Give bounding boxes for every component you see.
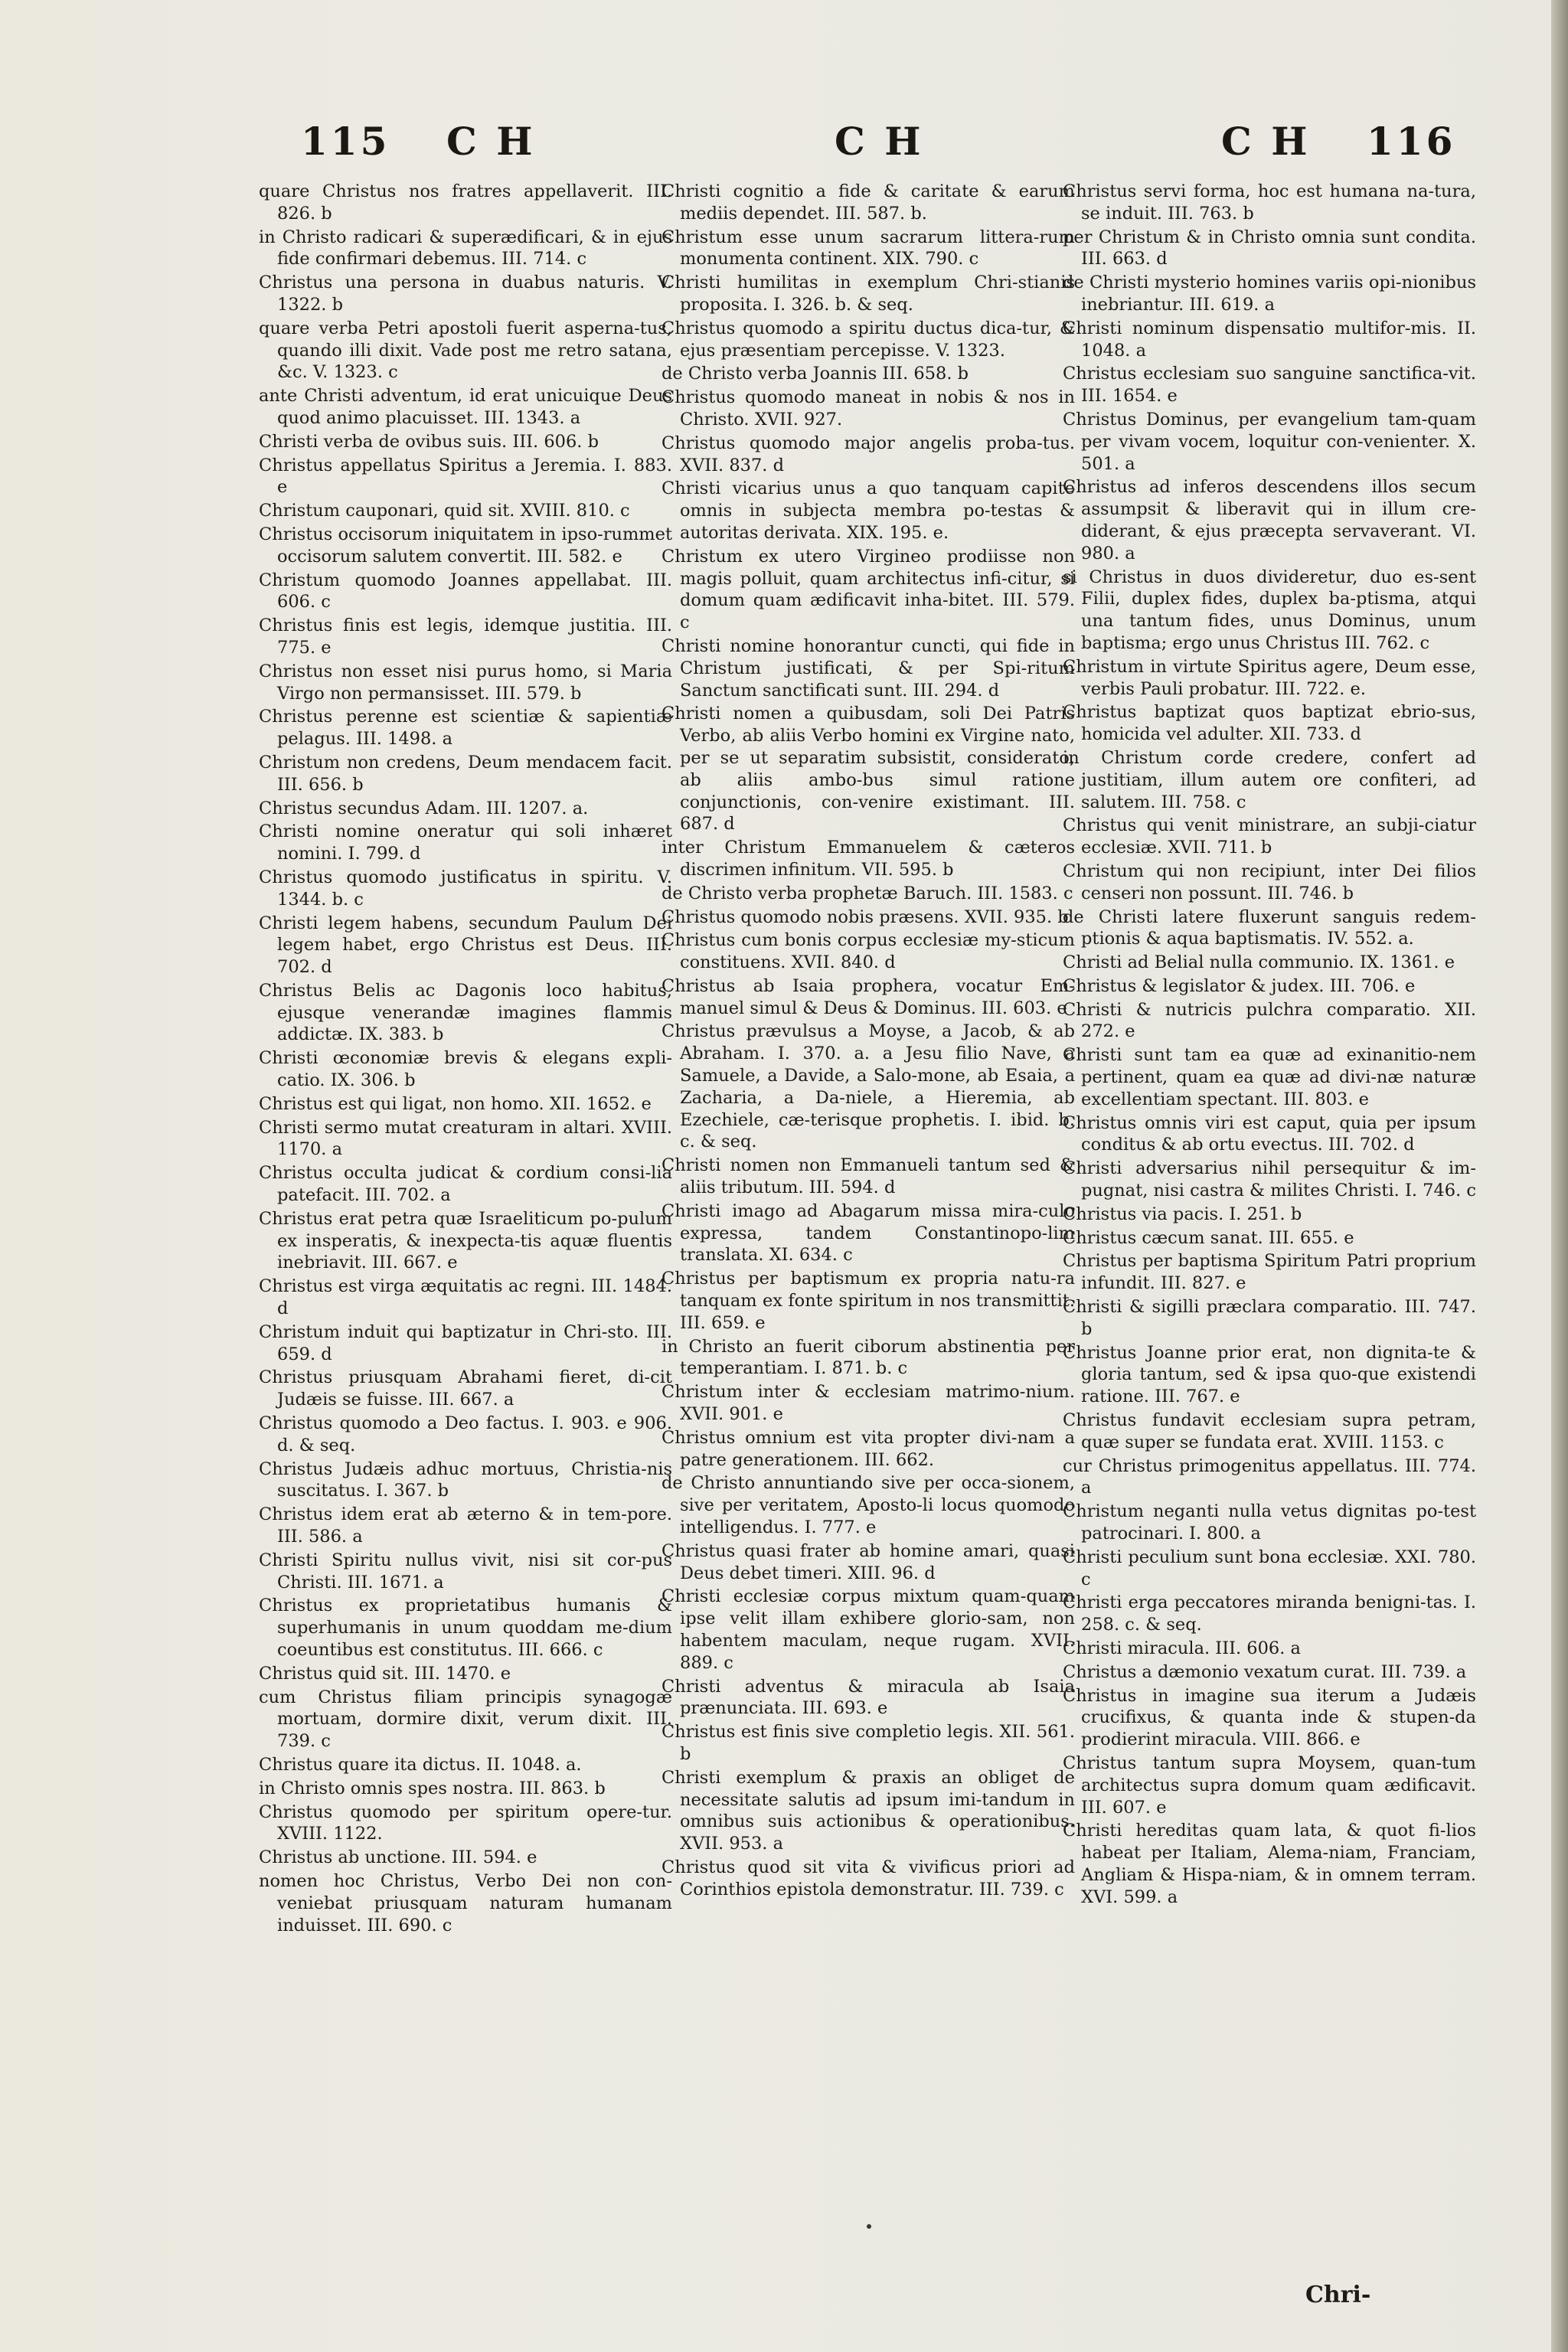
index-entry: Christus quomodo per spiritum opere-tur. XVIII. 1122. bbox=[259, 1802, 672, 1844]
index-entry: Christus est virga æquitatis ac regni. III. 1484. d bbox=[259, 1276, 672, 1319]
index-entry: Christus quare ita dictus. II. 1048. a. bbox=[259, 1754, 582, 1775]
index-entry: Christi adversarius nihil persequitur & im-pugnat, nisi castra & milites Christi. I. 746. c bbox=[1063, 1158, 1477, 1201]
index-entry: Christus est finis sive completio legis. XII. 561. b bbox=[662, 1722, 1075, 1764]
index-entry: Christi miracula. III. 606. a bbox=[1063, 1638, 1301, 1658]
catchword: Chri- bbox=[1305, 2282, 1371, 2308]
index-entry: Christi peculium sunt bona ecclesiæ. XXI. 780. c bbox=[1063, 1547, 1476, 1589]
index-entry: Christus ad inferos descendens illos secum assumpsit & liberavit qui in illum cre-diderant, & ejus præcepta servaverant. VI. 980. a bbox=[1063, 477, 1476, 564]
index-entry: Christus qui venit ministrare, an subji-ciatur ecclesiæ. XVII. 711. b bbox=[1063, 815, 1476, 858]
index-entry: Christi verba de ovibus suis. III. 606. b bbox=[259, 431, 599, 452]
index-entry: de Christo verba prophetæ Baruch. III. 1583. c bbox=[662, 883, 1073, 903]
index-entry: Christum non credens, Deum mendacem facit. III. 656. b bbox=[259, 752, 672, 795]
index-entry: in Christo radicari & superædificari, & in ejus fide confirmari debemus. III. 714. c bbox=[259, 227, 672, 270]
index-entry: Christus quomodo a spiritu ductus dica-tur, & ejus præsentiam percepisse. V. 1323. bbox=[662, 318, 1075, 361]
index-entry: Christum esse unum sacrarum littera-rum monumenta continent. XIX. 790. c bbox=[662, 227, 1075, 270]
index-entry: Christus Joanne prior erat, non dignita-te & gloria tantum, sed & ipsa quo-que existendi ratione. III. 767. e bbox=[1063, 1342, 1476, 1407]
index-entry: Christi nomine honorantur cuncti, qui fide in Christum justificati, & per Spi-ritum Sanctum sanctificati sunt. III. 294. d bbox=[662, 635, 1075, 701]
index-entry: Christi ecclesiæ corpus mixtum quam-quam ipse velit illam exhibere glorio-sam, non habentem maculam, neque rugam. XVII. 889. c bbox=[662, 1586, 1075, 1673]
index-entry: Christus via pacis. I. 251. b bbox=[1063, 1204, 1302, 1224]
right-header-letters: C H bbox=[1221, 119, 1311, 164]
index-entry: cur Christus primogenitus appellatus. III. 774. a bbox=[1063, 1455, 1476, 1498]
index-entry: Christus in imagine sua iterum a Judæis crucifixus, & quanta inde & stupen-da prodierint miracula. VIII. 866. e bbox=[1063, 1685, 1476, 1750]
index-entry: Christus quomodo nobis præsens. XVII. 935. b bbox=[662, 906, 1069, 927]
index-entry: Christum qui non recipiunt, inter Dei filios censeri non possunt. III. 746. b bbox=[1063, 861, 1476, 903]
index-entry: quare Christus nos fratres appellaverit. III. 826. b bbox=[259, 181, 672, 224]
index-entry: Christus ab Isaia prophera, vocatur Em-manuel simul & Deus & Dominus. III. 603. e bbox=[662, 975, 1075, 1018]
index-entry: Christum neganti nulla vetus dignitas po-test patrocinari. I. 800. a bbox=[1063, 1501, 1476, 1544]
index-entry: in Christo an fuerit ciborum abstinentia per temperantiam. I. 871. b. c bbox=[662, 1336, 1075, 1379]
index-entry: Christi Spiritu nullus vivit, nisi sit cor-pus Christi. III. 1671. a bbox=[259, 1550, 672, 1592]
index-entry: Christus quid sit. III. 1470. e bbox=[259, 1663, 511, 1684]
index-entry: Christus est qui ligat, non homo. XII. 1652. e bbox=[259, 1093, 652, 1114]
index-entry: de Christo annuntiando sive per occa-sionem, sive per veritatem, Aposto-li locus quomodo intelligendus. I. 777. e bbox=[662, 1473, 1075, 1538]
index-entry: in Christo omnis spes nostra. III. 863. b bbox=[259, 1778, 606, 1798]
index-entry: si Christus in duos divideretur, duo es-sent Filii, duplex fides, duplex ba-ptisma, atqui una tantum fides, unus Dominus, unum baptisma; ergo unus Christus III. 762. c bbox=[1063, 567, 1476, 653]
center-header-letters: C H bbox=[835, 119, 924, 164]
index-entry: Christus tantum supra Moysem, quan-tum architectus supra domum quam ædificavit. III. 607. e bbox=[1063, 1753, 1476, 1818]
index-entry: Christus servi forma, hoc est humana na-tura, se induit. III. 763. b bbox=[1063, 181, 1476, 224]
index-entry: Christus fundavit ecclesiam supra petram, quæ super se fundata erat. XVIII. 1153. c bbox=[1063, 1410, 1476, 1452]
index-entry: Christi œconomiæ brevis & elegans expli-catio. IX. 306. b bbox=[259, 1048, 672, 1091]
index-entry: Christus & legislator & judex. III. 706. e bbox=[1063, 975, 1416, 996]
running-header bbox=[0, 119, 1568, 180]
index-entry: Christus ab unctione. III. 594. e bbox=[259, 1847, 537, 1868]
index-entry: Christus omnium est vita propter divi-nam a patre generationem. III. 662. bbox=[662, 1427, 1075, 1470]
index-entry: Christus idem erat ab æterno & in tem-pore. III. 586. a bbox=[259, 1504, 672, 1547]
index-entry: Christus baptizat quos baptizat ebrio-sus, homicida vel adulter. XII. 733. d bbox=[1063, 702, 1476, 745]
index-entry: Christum quomodo Joannes appellabat. III. 606. c bbox=[259, 570, 672, 612]
index-entry: Christus omnis viri est caput, quia per ipsum conditus & ab ortu evectus. III. 702. d bbox=[1063, 1112, 1476, 1155]
index-entry: per Christum & in Christo omnia sunt condita. III. 663. d bbox=[1063, 227, 1476, 270]
index-entry: inter Christum Emmanuelem & cæteros discrimen infinitum. VII. 595. b bbox=[662, 838, 1075, 880]
index-entry: Christus quomodo justificatus in spiritu. V. 1344. b. c bbox=[259, 867, 672, 910]
index-entry: Christus a dæmonio vexatum curat. III. 739. a bbox=[1063, 1661, 1467, 1682]
index-entry: in Christum corde credere, confert ad justitiam, illum autem ore confiteri, ad salutem. III. 758. c bbox=[1063, 747, 1476, 812]
page-gutter bbox=[1551, 0, 1568, 2352]
index-entry: quare verba Petri apostoli fuerit asperna-tus, quando illi dixit. Vade post me retro satana, &c. V. 1323. c bbox=[259, 318, 672, 383]
index-entry: Christus Judæis adhuc mortuus, Christia-nis suscitatus. I. 367. b bbox=[259, 1459, 672, 1501]
index-entry: de Christi mysterio homines variis opi-nionibus inebriantur. III. 619. a bbox=[1063, 273, 1476, 315]
index-entry: de Christi latere fluxerunt sanguis redem-ptionis & aqua baptismatis. IV. 552. a. bbox=[1063, 906, 1476, 949]
index-entry: Christus appellatus Spiritus a Jeremia. I. 883. e bbox=[259, 455, 672, 498]
index-entry: Christi nomine oneratur qui soli inhæret nomini. I. 799. d bbox=[259, 822, 672, 864]
index-entry: Christus cæcum sanat. III. 655. e bbox=[1063, 1227, 1354, 1248]
index-entry: cum Christus filiam principis synagogæ mortuam, dormire dixit, verum dixit. III. 739. c bbox=[259, 1687, 672, 1752]
index-entry: Christum cauponari, quid sit. XVIII. 810. c bbox=[259, 501, 630, 521]
index-entry: Christus ex proprietatibus humanis & superhumanis in unum quoddam me-dium coeuntibus est constitutus. III. 666. c bbox=[259, 1596, 672, 1660]
right-page-number: 116 bbox=[1367, 119, 1456, 164]
index-entry: ante Christi adventum, id erat unicuique Deus quod animo placuisset. III. 1343. a bbox=[259, 386, 672, 428]
index-entry: nomen hoc Christus, Verbo Dei non con-veniebat priusquam naturam humanam induisset. III. 690. c bbox=[259, 1870, 672, 1936]
index-entry: Christi & nutricis pulchra comparatio. XII. 272. e bbox=[1063, 999, 1476, 1042]
ink-spot bbox=[867, 2224, 871, 2229]
index-entry: Christi exemplum & praxis an obliget de necessitate salutis ad ipsum imi-tandum in omnibus suis actionibus & operationibus. XVII. 953. a bbox=[662, 1767, 1075, 1854]
index-entry: Christi humilitas in exemplum Chri-stianis proposita. I. 326. b. & seq. bbox=[662, 273, 1075, 315]
index-entry: Christus occulta judicat & cordium consi-lia patefacit. III. 702. a bbox=[259, 1163, 672, 1206]
index-entry: Christus secundus Adam. III. 1207. a. bbox=[259, 798, 589, 818]
index-entry: Christi hereditas quam lata, & quot fi-lios habeat per Italiam, Alema-niam, Franciam, Angliam & Hispa-niam, & in omnem terram. XVI. 599. a bbox=[1063, 1821, 1476, 1907]
index-entry: Christus occisorum iniquitatem in ipso-rummet occisorum salutem convertit. III. 582. e bbox=[259, 524, 672, 567]
index-entry: Christus Belis ac Dagonis loco habitus, ejusque venerandæ imagines flammis addictæ. IX. 383. b bbox=[259, 980, 672, 1045]
index-entry: Christum ex utero Virgineo prodiisse non magis polluit, quam architectus infi-citur, si domum quam ædificavit inha-bitet. III. 579. c bbox=[662, 546, 1075, 633]
index-column-right bbox=[1063, 181, 1476, 1910]
index-entry: Christum inter & ecclesiam matrimo-nium. XVII. 901. e bbox=[662, 1382, 1075, 1425]
index-entry: Christus non esset nisi purus homo, si Maria Virgo non permansisset. III. 579. b bbox=[259, 661, 672, 704]
index-entry: Christus per baptisma Spiritum Patri proprium infundit. III. 827. e bbox=[1063, 1251, 1476, 1294]
index-entry: Christi sermo mutat creaturam in altari. XVIII. 1170. a bbox=[259, 1117, 672, 1160]
index-entry: Christus prævulsus a Moyse, a Jacob, & ab Abraham. I. 370. a. a Jesu filio Nave, a Samuele, a Davide, a Salo-mone, ab Esaia, a Zacharia, a Da-niele, a Hieremia, ab Ezechiele, cæ-terisque prophetis. I. ibid. b. c. & seq. bbox=[662, 1021, 1075, 1152]
index-entry: Christi imago ad Abagarum missa mira-culo expressa, tandem Constantinopo-lim translata. XI. 634. c bbox=[662, 1200, 1075, 1266]
index-entry: Christus Dominus, per evangelium tam-quam per vivam vocem, loquitur con-venienter. X. 501. a bbox=[1063, 409, 1476, 474]
left-header-letters: C H bbox=[446, 119, 536, 164]
index-entry: Christus quasi frater ab homine amari, quasi Deus debet timeri. XIII. 96. d bbox=[662, 1540, 1075, 1583]
index-entry: Christi vicarius unus a quo tanquam capite omnis in subjecta membra po-testas & autoritas derivata. XIX. 195. e. bbox=[662, 479, 1075, 543]
index-entry: Christus quod sit vita & vivificus priori ad Corinthios epistola demonstratur. III. 739. c bbox=[662, 1857, 1075, 1900]
index-entry: Christus quomodo a Deo factus. I. 903. e 906. d. & seq. bbox=[259, 1413, 672, 1455]
left-page-number: 115 bbox=[301, 119, 390, 164]
index-entry: Christum in virtute Spiritus agere, Deum esse, verbis Pauli probatur. III. 722. e. bbox=[1063, 656, 1476, 699]
index-entry: Christus per baptismum ex propria natu-ra tanquam ex fonte spiritum in nos transmittit. III. 659. e bbox=[662, 1269, 1075, 1333]
index-entry: Christi cognitio a fide & caritate & earum mediis dependet. III. 587. b. bbox=[662, 181, 1075, 224]
index-entry: Christi nomen non Emmanueli tantum sed & aliis tributum. III. 594. d bbox=[662, 1155, 1075, 1198]
index-entry: Christus ecclesiam suo sanguine sanctifica-vit. III. 1654. e bbox=[1063, 364, 1476, 407]
index-entry: Christi & sigilli præclara comparatio. III. 747. b bbox=[1063, 1297, 1476, 1339]
index-entry: Christus cum bonis corpus ecclesiæ my-sticum constituens. XVII. 840. d bbox=[662, 930, 1075, 973]
index-entry: Christus finis est legis, idemque justitia. III. 775. e bbox=[259, 616, 672, 658]
index-entry: Christi legem habens, secundum Paulum Dei legem habet, ergo Christus est Deus. III. 702. d bbox=[259, 913, 672, 978]
index-entry: Christus quomodo maneat in nobis & nos in Christo. XVII. 927. bbox=[662, 387, 1075, 430]
index-entry: Christus una persona in duabus naturis. V. 1322. b bbox=[259, 273, 672, 315]
index-entry: Christus perenne est scientiæ & sapientiæ pelagus. III. 1498. a bbox=[259, 707, 672, 750]
index-entry: Christi nomen a quibusdam, soli Dei Patris Verbo, ab aliis Verbo homini ex Virgine nato, per se ut separatim subsistit, considerato, ab aliis ambo-bus simul ratione conjunctionis, con-venire existimant. III. 687. d bbox=[662, 704, 1075, 835]
index-entry: Christi ad Belial nulla communio. IX. 1361. e bbox=[1063, 952, 1455, 973]
index-entry: Christi sunt tam ea quæ ad exinanitio-nem pertinent, quam ea quæ ad divi-næ naturæ excellentiam spectant. III. 803. e bbox=[1063, 1045, 1476, 1109]
index-column-left bbox=[259, 181, 672, 1938]
index-entry: de Christo verba Joannis III. 658. b bbox=[662, 364, 969, 384]
index-entry: Christi erga peccatores miranda benigni-tas. I. 258. c. & seq. bbox=[1063, 1592, 1476, 1635]
index-column-center bbox=[662, 181, 1075, 1903]
index-entry: Christi nominum dispensatio multifor-mis. II. 1048. a bbox=[1063, 318, 1476, 361]
index-entry: Christus quomodo major angelis proba-tus. XVII. 837. d bbox=[662, 433, 1075, 475]
index-entry: Christi adventus & miracula ab Isaia prænunciata. III. 693. e bbox=[662, 1676, 1075, 1719]
index-entry: Christus erat petra quæ Israeliticum po-pulum ex insperatis, & inexpecta-tis aquæ fluentis inebriavit. III. 667. e bbox=[259, 1208, 672, 1273]
index-entry: Christus priusquam Abrahami fieret, di-cit Judæis se fuisse. III. 667. a bbox=[259, 1367, 672, 1410]
index-entry: Christum induit qui baptizatur in Chri-sto. III. 659. d bbox=[259, 1321, 672, 1364]
